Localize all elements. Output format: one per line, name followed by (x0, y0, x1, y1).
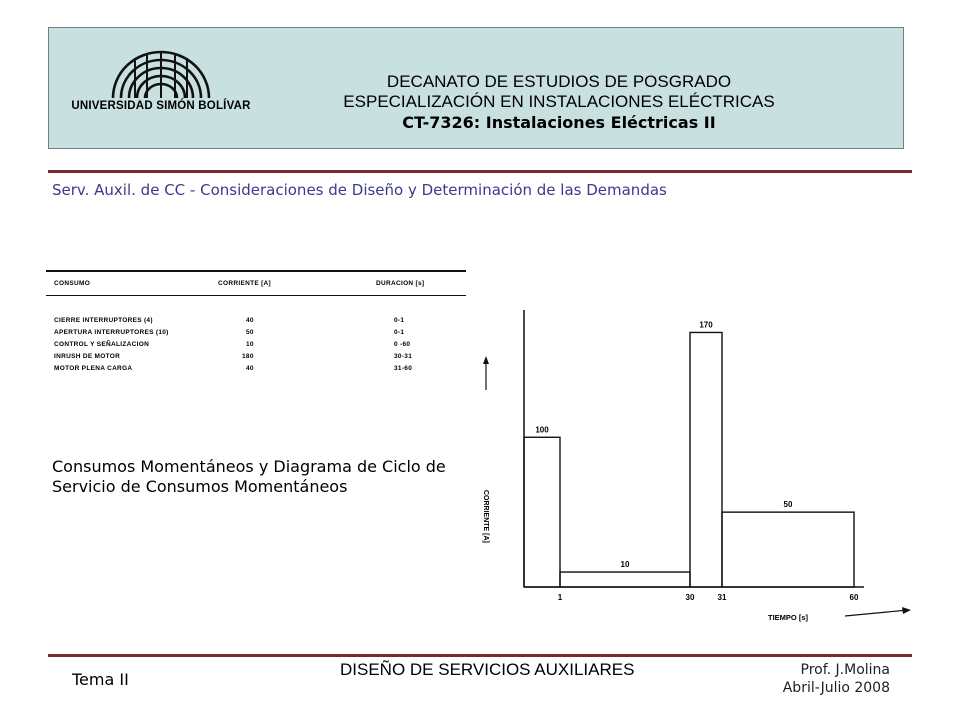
consumption-table (46, 270, 466, 410)
duty-cycle-chart (470, 290, 920, 635)
x-arrowhead-icon (902, 607, 911, 614)
bar-label-3: 170 (699, 320, 713, 330)
bottom-divider (48, 654, 912, 657)
table-row-1-duracion: 0-1 (394, 317, 405, 324)
x-axis-label: TIEMPO [s] (768, 613, 809, 622)
bar-label-2: 10 (620, 560, 630, 570)
footer-term: Abril-Julio 2008 (782, 680, 890, 696)
header-line-2: ESPECIALIZACIÓN EN INSTALACIONES ELÉCTRICAS (343, 92, 775, 111)
table-row-3-duracion: 0 -60 (394, 341, 411, 348)
table-row-1-consumo: CIERRE INTERRUPTORES (4) (54, 317, 153, 324)
bar-3 (690, 332, 722, 587)
figure-caption: Consumos Momentáneos y Diagrama de Ciclo de Servicio de Consumos Momentáneos (52, 457, 446, 496)
footer-title: DISEÑO DE SERVICIOS AUXILIARES (340, 660, 635, 679)
table-top-line (46, 270, 466, 272)
table-row-1-corriente: 40 (246, 317, 254, 324)
university-name: UNIVERSIDAD SIMÓN BOLÍVAR (71, 100, 251, 112)
table-header-duracion: DURACION [s] (376, 280, 425, 287)
table-header-corriente: CORRIENTE [A] (218, 280, 272, 287)
table-row-2-duracion: 0-1 (394, 329, 405, 336)
table-header-consumo: CONSUMO (54, 280, 91, 287)
footer-professor: Prof. J.Molina (800, 662, 890, 678)
x-arrow (845, 610, 908, 616)
course-title: CT-7326: Instalaciones Eléctricas II (402, 113, 716, 132)
footer-author (750, 661, 890, 697)
x-tick-31: 31 (717, 593, 727, 602)
table-row-5-corriente: 40 (246, 365, 254, 372)
header-line-1: DECANATO DE ESTUDIOS DE POSGRADO (386, 72, 732, 91)
x-tick-1: 1 (557, 593, 563, 602)
table-row-4-corriente: 180 (242, 353, 254, 360)
x-tick-60: 60 (849, 593, 859, 602)
y-arrowhead-icon (483, 356, 489, 364)
bar-label-1: 100 (535, 425, 549, 435)
bar-4 (722, 512, 854, 587)
y-axis-label: CORRIENTE [A] (482, 490, 489, 543)
table-row-2-corriente: 50 (246, 329, 254, 336)
bar-1 (524, 437, 560, 587)
table-row-4-duracion: 30-31 (394, 353, 413, 360)
top-divider (48, 170, 912, 173)
table-row-3-consumo: CONTROL Y SEÑALIZACION (54, 341, 150, 348)
table-row-2-consumo: APERTURA INTERRUPTORES (10) (54, 329, 169, 336)
university-logo (63, 48, 259, 118)
table-row-3-corriente: 10 (246, 341, 254, 348)
slide-subtitle: Serv. Auxil. de CC - Consideraciones de Diseño y Determinación de las Demandas (52, 181, 667, 199)
table-header-line (46, 295, 466, 296)
x-tick-30: 30 (685, 593, 695, 602)
table-row-5-duracion: 31-60 (394, 365, 413, 372)
dome-logo-icon (107, 48, 215, 100)
bar-label-4: 50 (783, 500, 793, 510)
table-row-5-consumo: MOTOR PLENA CARGA (54, 365, 133, 372)
bar-2 (560, 572, 690, 587)
footer-topic: Tema II (72, 670, 129, 689)
header-text (299, 72, 819, 134)
table-row-4-consumo: INRUSH DE MOTOR (54, 353, 121, 360)
header-banner (48, 27, 904, 149)
